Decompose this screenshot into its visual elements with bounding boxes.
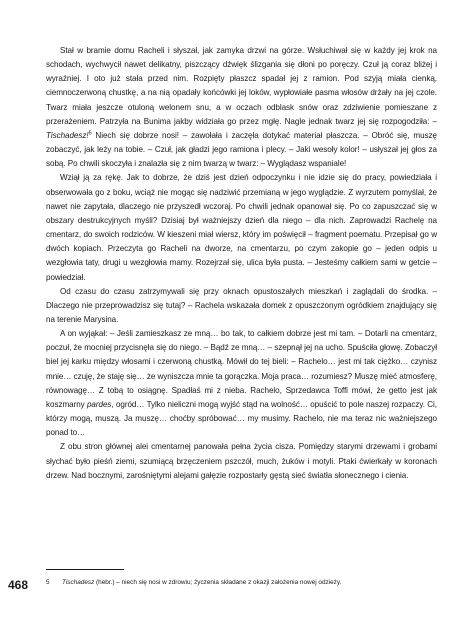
paragraph: Wziął ją za rękę. Jak to dobrze, że dziś jest dzień odpoczynku i nie idzie się do pracy, powiedziała i obserwowała go z boku, wciąż nie mogąc się nadziwić przemianą w jego wyglądzie. Z wyrzutem pomyślał, że nawet nie zapytała, dlaczego nie przyszedł wczoraj. Po chwili jednak opanował się. Po co zapuszczać się w obszary destrukcyjnych myśli? Dzisiaj był ważniejszy dzień dla niego – dla nich. Zaprowadzi Rachelę na cmentarz, do swoich rodziców. W kieszeni miał wiersz, który im poświęcił – fragment poematu. Przepisał go w dwóch kopiach. Przeczyta go Racheli na dworze, na cmentarzu, po czym zakopie go – jeden odpis u wezgłowia taty, drugi u wezgłowia mamy. Rozejrzał się, ulica była pusta. – Jesteśmy całkiem sami w getcie – powiedział. — [46, 173, 437, 282]
paragraph: A on wyjąkał: – Jeśli zamieszkasz ze mną… bo tak, to całkiem dobrze jest mi tam. – Dotarli na cmentarz, poczuł, że mocniej przycisnęła się do niego. – Bądź ze mną… – szepnął jej na ucho. Spuściła głowę. Zobaczył biel jej karku między włosami i czerwoną chustką. Mówił do tej bieli: – Rachelo… jest mi tak ciężko… czynisz mnie… czuję, że staję się… że wyniszcza mnie ta gorączka. Moja praca… rozumiesz? Muszę mieć atmosferę, równowagę… Z tobą to osiągnę. Spadłaś mi z nieba. Rachelo, Sprzedawca Toffi mówi, że getto jest jak koszmarny pardes, ogród… Tylko nieliczni mogą wyjść stąd na wolność… opuścić to pole naszej rozpaczy. Ci, którzy mogą, muszą. Ja muszę… choćby spróbować… my musimy. Rachelo, nie ma teraz nic ważniejszego ponad to… — [46, 329, 437, 438]
paragraph: Stał w bramie domu Racheli i słyszał, jak zamyka drzwi na górze. Wsłuchiwał się w każdy jej krok na schodach, wychwycił nawet delikatny, piszczący dźwięk ślizgania się dłoni po poręczy. Czuł ją coraz bliżej i wyraźniej. I oto już stała przed nim. Rozpięty płaszcz spadał jej z ramion. Pod szyją miała cienką, ciemnoczerwoną chustkę, a na nią opadały końcówki jej loków, wypłowiałe pasma włosów drżały na jej czole. Twarz miała jeszcze otuloną welonem snu, a w oczach odblask snów oraz zdziwienie pomieszane z przerażeniem. Patrzyła na Bunima jakby widziała go przez mgłę. Nagle jednak twarz jej się rozpogodziła: – Tischadesz!$^5$ Niech się dobrze nosi! – zawołała i zaczęła dotykać materiał płaszcza. – Obróć się, muszę zobaczyć, jak leży na tobie. – Czuł, jak gładzi jego ramiona i plecy. – Jaki wesoły kolor! – usłyszał jej głos za sobą. Po chwili skoczyła i znalazła się z nim twarzą w twarz: – Wyglądasz wspaniale! — [46, 46, 437, 169]
main-text — [46, 44, 437, 483]
italic-term: pardes — [86, 399, 112, 409]
footnote-marker: 5 — [46, 579, 50, 586]
footnote-text: (hebr.) – niech się nosi w zdrowiu; życzenia składane z okazji założenia nowej odzieży. — [94, 579, 342, 586]
footnote-reference: 5 — [88, 130, 92, 137]
footnote-term: Tischadesz — [62, 579, 95, 586]
footnote-divider — [46, 569, 124, 570]
paragraph: Z obu stron głównej alei cmentarnej panowała pełna życia cisza. Pomiędzy starymi drzewami i grobami słychać było pieśń ziemi, szumiącą brzęczeniem pszczół, much, żuków i motyli. Ptaki ćwierkały w koronach drzew. Nad bocznymi, zarośniętymi alejami gałęzie rozpostarły gęstą sieć światła słonecznego i cienia. — [46, 442, 437, 480]
paragraph: Od czasu do czasu zatrzymywali się przy oknach opustoszałych mieszkań i zaglądali do środka. – Dlaczego nie przeprowadzisz się tutaj? – Rachela wskazała domek z opuszczonym ogródkiem znajdujący się na terenie Marysina. — [46, 286, 437, 324]
page-number: 468 — [8, 578, 29, 592]
italic-term: Tischadesz! — [46, 130, 89, 140]
footnote — [46, 578, 441, 588]
